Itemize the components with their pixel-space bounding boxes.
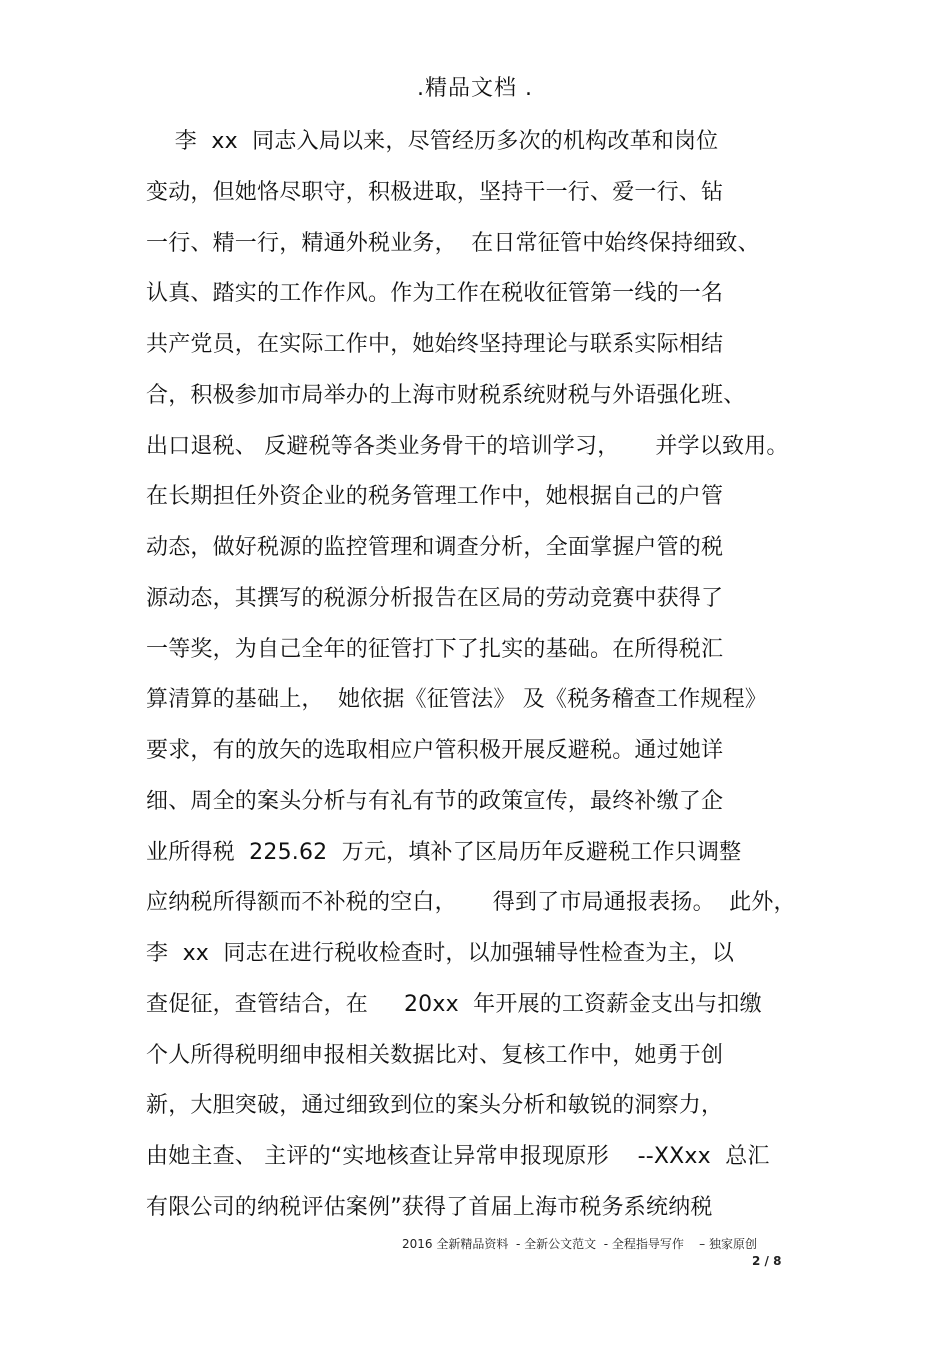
text-line: 一行、精一行，精通外税业务， 在日常征管中始终保持细致、 bbox=[146, 230, 760, 256]
text-line: 新，大胆突破，通过细致到位的案头分析和敏锐的洞察力， bbox=[146, 1093, 724, 1119]
text-line: 变动，但她恪尽职守，积极进取，坚持干一行、爱一行、钻 bbox=[146, 179, 724, 205]
text-line: 合，积极参加市局举办的上海市财税系统财税与外语强化班、 bbox=[146, 382, 746, 408]
text-line: 一等奖，为自己全年的征管打下了扎实的基础。在所得税汇 bbox=[146, 636, 724, 662]
text-line: 共产党员，在实际工作中，她始终坚持理论与联系实际相结 bbox=[146, 332, 724, 357]
text-line: 有限公司的纳税评估案例”获得了首届上海市税务系统纳税 bbox=[146, 1194, 713, 1220]
text-line: 细、周全的案头分析与有礼有节的政策宣传，最终补缴了企 bbox=[146, 788, 724, 814]
text-line: 由她主查、 主评的“实地核查让异常申报现原形 --XXxx 总汇 bbox=[146, 1144, 770, 1169]
text-line: 李 xx 同志入局以来，尽管经历多次的机构改革和岗位 bbox=[146, 129, 719, 154]
text-line: 动态，做好税源的监控管理和调查分析，全面掌握户管的税 bbox=[146, 535, 724, 560]
document-body bbox=[146, 125, 806, 1242]
text-line: 业所得税 225.62 万元，填补了区局历年反避税工作只调整 bbox=[146, 839, 742, 865]
text-line: 查促征，查管结合，在 20xx 年开展的工资薪金支出与扣缴 bbox=[146, 991, 762, 1017]
text-line: 个人所得税明细申报相关数据比对、复核工作中，她勇于创 bbox=[146, 1042, 724, 1068]
text-line: 应纳税所得额而不补税的空白， 得到了市局通报表扬。 此外， bbox=[146, 890, 796, 916]
text-line: 在长期担任外资企业的税务管理工作中，她根据自己的户管 bbox=[146, 484, 724, 510]
text-line: 要求，有的放矢的选取相应户管积极开展反避税。通过她详 bbox=[146, 738, 724, 763]
text-line: 出口退税、 反避税等各类业务骨干的培训学习， 并学以致用。 bbox=[146, 433, 789, 459]
text-line: 算清算的基础上， 她依据《征管法》 及《税务稽查工作规程》 bbox=[146, 687, 767, 713]
page-number: 2 / 8 bbox=[752, 1254, 782, 1268]
text-line: 李 xx 同志在进行税收检查时，以加强辅导性检查为主，以 bbox=[146, 941, 735, 966]
text-line: 认真、踏实的工作作风。作为工作在税收征管第一线的一名 bbox=[146, 281, 724, 307]
page-header-title: .精品文档 . bbox=[417, 76, 533, 101]
footer-note: 2016 全新精品资料 - 全新公文范文 - 全程指导写作 – 独家原创 bbox=[402, 1237, 757, 1251]
text-line: 源动态，其撰写的税源分析报告在区局的劳动竞赛中获得了 bbox=[146, 585, 724, 611]
